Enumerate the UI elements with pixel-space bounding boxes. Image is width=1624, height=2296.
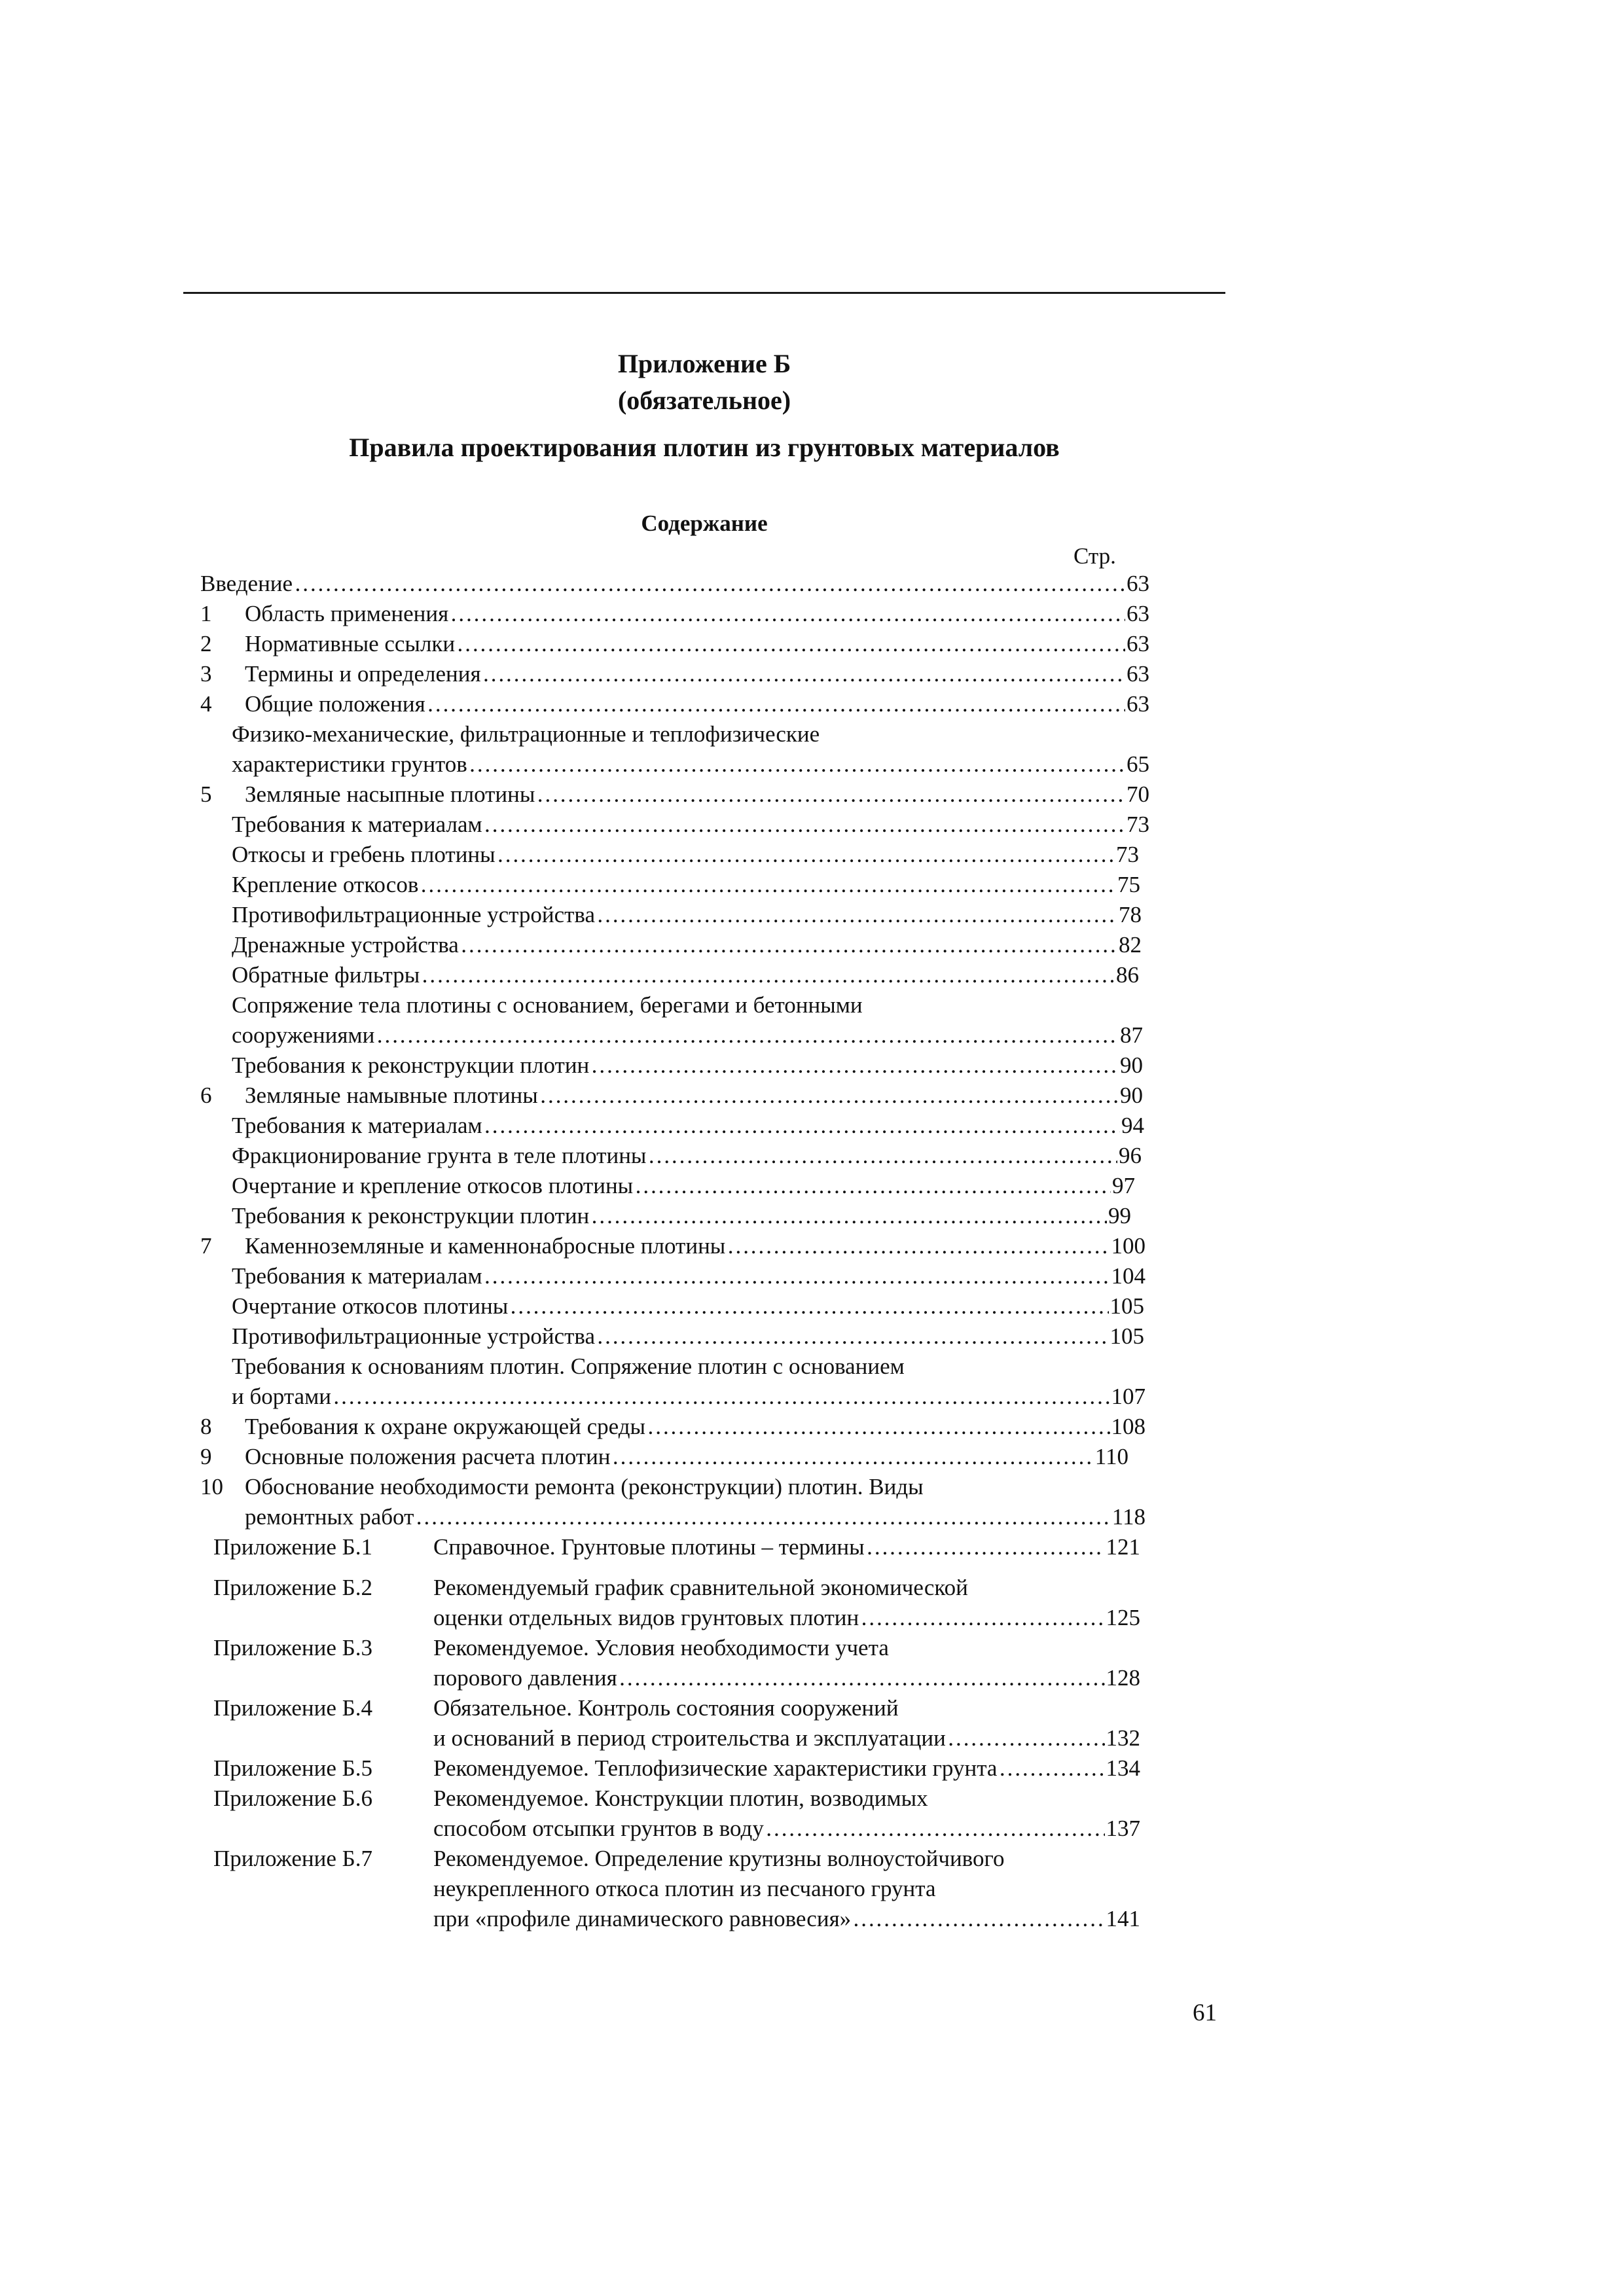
toc-entry-title: порового давления [433, 1665, 617, 1691]
toc-entry[interactable] [232, 1173, 1135, 1199]
section-number: 8 [200, 1414, 212, 1439]
toc-entry-page: 78 [1119, 902, 1142, 927]
toc-entry-page: 141 [1106, 1906, 1140, 1931]
appendix-heading: Приложение Б [617, 349, 791, 378]
toc-entry-page: 63 [1127, 601, 1149, 626]
toc-entry-page: 134 [1106, 1755, 1140, 1781]
dot-leader [484, 1263, 1110, 1289]
toc-entry-page: 63 [1127, 691, 1149, 717]
toc-entry-page: 128 [1106, 1665, 1140, 1691]
toc-entry-page: 96 [1119, 1143, 1142, 1168]
toc-entry-title: Нормативные ссылки [245, 631, 456, 656]
section-number: 10 [200, 1474, 223, 1499]
toc-entry[interactable] [200, 571, 1149, 597]
dot-leader [536, 781, 1125, 808]
dot-leader [460, 932, 1117, 958]
section-number: 3 [200, 661, 212, 687]
toc-entry[interactable] [232, 962, 1139, 988]
dot-leader [509, 1293, 1108, 1319]
dot-leader [420, 872, 1116, 898]
toc-entry-title-line: Рекомендуемое. Конструкции плотин, возводимых [433, 1785, 928, 1811]
toc-entry[interactable] [245, 1414, 1146, 1440]
toc-entry[interactable] [245, 1444, 1128, 1470]
toc-entry-title: Очертание откосов плотины [232, 1293, 509, 1319]
toc-entry[interactable] [245, 1504, 1146, 1530]
toc-entry-page: 99 [1108, 1203, 1131, 1229]
toc-entry-title: Крепление откосов [232, 872, 419, 897]
section-number: 9 [200, 1444, 212, 1469]
appendix-status: (обязательное) [617, 386, 791, 415]
toc-entry-page: 105 [1110, 1323, 1144, 1349]
dot-leader [634, 1173, 1111, 1199]
toc-entry-title: Очертание и крепление откосов плотины [232, 1173, 634, 1198]
toc-entry-page: 107 [1111, 1384, 1146, 1409]
toc-entry[interactable] [245, 691, 1149, 717]
contents-title: Содержание [641, 511, 768, 536]
toc-entry-page: 63 [1127, 661, 1149, 687]
toc-entry-page: 118 [1111, 1504, 1146, 1530]
toc-entry-title: способом отсыпки грунтов в воду [433, 1816, 764, 1841]
toc-entry-title-line: Обоснование необходимости ремонта (реконструкции) плотин. Виды [245, 1474, 924, 1499]
toc-entry-page: 125 [1106, 1605, 1140, 1630]
toc-entry[interactable] [232, 1203, 1131, 1229]
dot-leader [727, 1233, 1110, 1259]
toc-entry[interactable] [245, 631, 1149, 657]
toc-entry-page: 97 [1112, 1173, 1135, 1198]
toc-entry-title: сооружениями [232, 1022, 375, 1048]
toc-entry-page: 73 [1116, 842, 1139, 867]
dot-leader [450, 601, 1125, 627]
toc-entry[interactable] [232, 1323, 1144, 1350]
toc-entry-page: 87 [1120, 1022, 1143, 1048]
section-number: 4 [200, 691, 212, 717]
dot-leader [376, 1022, 1119, 1049]
dot-leader [333, 1384, 1110, 1410]
toc-entry-page: 110 [1094, 1444, 1128, 1469]
toc-entry[interactable] [232, 1143, 1142, 1169]
toc-entry-page: 75 [1117, 872, 1140, 897]
section-number: 2 [200, 631, 212, 656]
toc-entry[interactable] [232, 1022, 1143, 1049]
toc-entry-title: Каменноземляные и каменнонабросные плотины [245, 1233, 726, 1259]
toc-entry-title-line: Физико-механические, фильтрационные и теплофизические [232, 721, 820, 747]
toc-entry-page: 108 [1111, 1414, 1146, 1439]
dot-leader [484, 1113, 1120, 1139]
toc-entry[interactable] [232, 842, 1139, 868]
toc-entry-page: 105 [1110, 1293, 1144, 1319]
appendix-label: Приложение Б.1 [213, 1534, 372, 1560]
toc-entry-title: оценки отдельных видов грунтовых плотин [433, 1605, 859, 1630]
dot-leader [415, 1504, 1110, 1530]
appendix-label: Приложение Б.5 [213, 1755, 372, 1781]
toc-entry-page: 63 [1127, 571, 1149, 596]
toc-entry-title: Требования к реконструкции плотин [232, 1052, 590, 1078]
appendix-label: Приложение Б.6 [213, 1785, 372, 1811]
toc-entry[interactable] [245, 1083, 1143, 1109]
dot-leader [421, 962, 1115, 988]
appendix-entry[interactable] [433, 1906, 1140, 1932]
appendix-entry[interactable] [433, 1755, 1140, 1782]
appendix-label: Приложение Б.3 [213, 1635, 372, 1660]
toc-entry-title: Введение [200, 571, 293, 596]
dot-leader [852, 1906, 1104, 1932]
toc-entry-page: 90 [1120, 1083, 1143, 1108]
toc-entry-title: Требования к материалам [232, 1113, 482, 1138]
dot-leader [619, 1665, 1105, 1691]
toc-entry-page: 137 [1106, 1816, 1140, 1841]
section-number: 7 [200, 1233, 212, 1259]
appendix-label: Приложение Б.2 [213, 1575, 372, 1600]
dot-leader [596, 1323, 1108, 1350]
toc-entry-title: Требования к материалам [232, 1263, 482, 1289]
dot-leader [294, 571, 1125, 597]
toc-entry-title: характеристики грунтов [232, 751, 467, 777]
toc-entry-title: Обратные фильтры [232, 962, 420, 988]
toc-entry[interactable] [232, 1293, 1144, 1319]
toc-entry-page: 121 [1106, 1534, 1140, 1560]
toc-entry-title: Требования к охране окружающей среды [245, 1414, 646, 1439]
toc-entry-title: Противофильтрационные устройства [232, 1323, 596, 1349]
toc-entry-title: Фракционирование грунта в теле плотины [232, 1143, 647, 1168]
page-column-header: Стр. [1074, 543, 1116, 569]
toc-entry-title: Откосы и гребень плотины [232, 842, 496, 867]
toc-entry-title: Область применения [245, 601, 449, 626]
toc-entry-title: Справочное. Грунтовые плотины – термины [433, 1534, 865, 1560]
toc-entry-title: и бортами [232, 1384, 331, 1409]
toc-entry-title-line: Обязательное. Контроль состояния сооружений [433, 1695, 899, 1721]
toc-entry[interactable] [245, 781, 1149, 808]
dot-leader [482, 661, 1125, 687]
toc-entry-page: 70 [1127, 781, 1149, 807]
dot-leader [456, 631, 1125, 657]
appendix-entry[interactable] [433, 1725, 1140, 1751]
appendix-label: Приложение Б.4 [213, 1695, 372, 1721]
appendix-entry[interactable] [433, 1605, 1140, 1631]
toc-entry-title: при «профиле динамического равновесия» [433, 1906, 852, 1931]
toc-entry-title-line: Сопряжение тела плотины с основанием, берегами и бетонными [232, 992, 863, 1018]
toc-entry-title: Общие положения [245, 691, 425, 717]
section-number: 1 [200, 601, 212, 626]
toc-entry-page: 104 [1111, 1263, 1146, 1289]
appendix-entry[interactable] [433, 1534, 1140, 1560]
appendix-entry[interactable] [433, 1665, 1140, 1691]
dot-leader [497, 842, 1115, 868]
dot-leader [590, 1052, 1119, 1079]
toc-entry[interactable] [232, 1384, 1146, 1410]
dot-leader [998, 1755, 1104, 1782]
toc-entry[interactable] [245, 601, 1149, 627]
dot-leader [647, 1143, 1117, 1169]
section-number: 6 [200, 1083, 212, 1108]
toc-entry[interactable] [245, 1233, 1146, 1259]
toc-entry-title: Дренажные устройства [232, 932, 459, 958]
dot-leader [866, 1534, 1105, 1560]
toc-entry-title: Требования к материалам [232, 812, 482, 837]
dot-leader [484, 812, 1125, 838]
dot-leader [539, 1083, 1119, 1109]
toc-entry-page: 90 [1120, 1052, 1143, 1078]
toc-entry-title: Противофильтрационные устройства [232, 902, 596, 927]
dot-leader [596, 902, 1117, 928]
toc-entry-page: 132 [1106, 1725, 1140, 1751]
toc-entry-title: Требования к реконструкции плотин [232, 1203, 590, 1229]
toc-entry-title-line: Требования к основаниям плотин. Сопряжение плотин с основанием [232, 1354, 905, 1379]
toc-entry-title-line: Рекомендуемый график сравнительной экономической [433, 1575, 968, 1600]
toc-entry-title: ремонтных работ [245, 1504, 414, 1530]
toc-entry-title-line: неукрепленного откоса плотин из песчаного грунта [433, 1876, 936, 1901]
section-number: 5 [200, 781, 212, 807]
toc-entry-title-line: Рекомендуемое. Определение крутизны волноустойчивого [433, 1846, 1005, 1871]
toc-entry-page: 100 [1111, 1233, 1146, 1259]
dot-leader [590, 1203, 1107, 1229]
dot-leader [765, 1816, 1105, 1842]
toc-entry-title: Земляные намывные плотины [245, 1083, 538, 1108]
toc-entry-title: Рекомендуемое. Теплофизические характеристики грунта [433, 1755, 998, 1781]
toc-entry[interactable] [232, 902, 1142, 928]
dot-leader [612, 1444, 1094, 1470]
toc-entry-page: 86 [1116, 962, 1139, 988]
toc-entry[interactable] [232, 751, 1149, 778]
toc-entry[interactable] [232, 1113, 1144, 1139]
dot-leader [947, 1725, 1105, 1751]
appendix-title: Правила проектирования плотин из грунтовых материалов [349, 433, 1060, 462]
page-number: 61 [1193, 2000, 1217, 2026]
toc-entry-title: и оснований в период строительства и эксплуатации [433, 1725, 946, 1751]
toc-entry[interactable] [232, 812, 1149, 838]
toc-entry[interactable] [232, 872, 1140, 898]
toc-entry[interactable] [232, 1263, 1146, 1289]
toc-entry[interactable] [245, 661, 1149, 687]
toc-entry-page: 63 [1127, 631, 1149, 656]
toc-entry-page: 73 [1127, 812, 1149, 837]
toc-entry-title: Термины и определения [245, 661, 481, 687]
appendix-label: Приложение Б.7 [213, 1846, 372, 1871]
toc-entry-title: Земляные насыпные плотины [245, 781, 535, 807]
appendix-entry[interactable] [433, 1816, 1140, 1842]
toc-entry-title-line: Рекомендуемое. Условия необходимости учета [433, 1635, 889, 1660]
dot-leader [647, 1414, 1110, 1440]
toc-entry-page: 82 [1119, 932, 1142, 958]
toc-entry-title: Основные положения расчета плотин [245, 1444, 611, 1469]
toc-entry-page: 94 [1121, 1113, 1144, 1138]
toc-entry[interactable] [232, 1052, 1143, 1079]
toc-entry-page: 65 [1127, 751, 1149, 777]
dot-leader [860, 1605, 1104, 1631]
dot-leader [469, 751, 1125, 778]
toc-entry[interactable] [232, 932, 1142, 958]
dot-leader [427, 691, 1125, 717]
